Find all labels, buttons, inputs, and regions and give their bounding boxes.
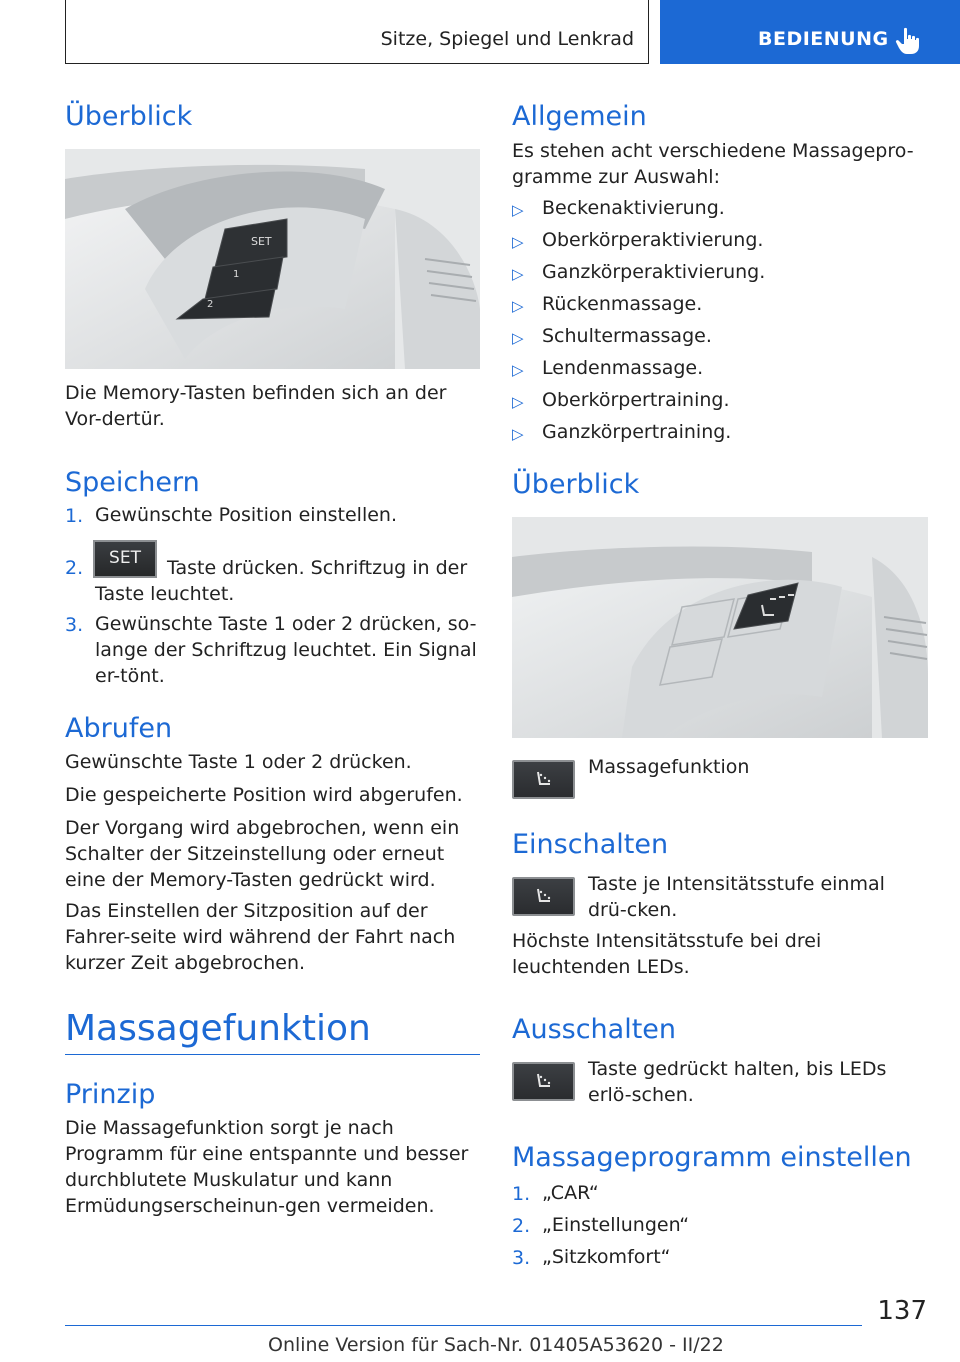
triangle-bullet-icon: ▷: [512, 425, 524, 443]
switch-off-text: Taste gedrückt halten, bis LEDs erlö-schen.: [588, 1058, 887, 1106]
set-program-step-number: 1.: [512, 1183, 531, 1205]
seat-massage-icon: [512, 1062, 575, 1101]
set-button-chip: SET: [93, 540, 157, 578]
save-heading: Speichern: [65, 467, 200, 498]
recall-heading: Abrufen: [65, 713, 173, 744]
set-program-step-number: 2.: [512, 1215, 531, 1237]
switch-off-heading: Ausschalten: [512, 1014, 677, 1045]
svg-text:SET: SET: [251, 235, 272, 248]
recall-paragraph: Gewünschte Taste 1 oder 2 drücken.: [65, 751, 412, 773]
overview-heading: Überblick: [65, 101, 193, 132]
triangle-bullet-icon: ▷: [512, 233, 524, 251]
svg-text:2: 2: [207, 299, 214, 310]
header-chapter-label: BEDIENUNG: [758, 28, 889, 50]
massage-function-caption: Massagefunktion: [588, 756, 750, 778]
triangle-bullet-icon: ▷: [512, 329, 524, 347]
triangle-bullet-icon: ▷: [512, 361, 524, 379]
program-item: Beckenaktivierung.: [542, 197, 725, 219]
footer-version-text: Online Version für Sach-Nr. 01405A53620 - II/22: [268, 1334, 724, 1356]
seat-panel-illustration: [512, 517, 928, 738]
massage-switch-photo: [512, 517, 928, 738]
title-rule: [65, 1054, 480, 1055]
header-chapter-tab[interactable]: [660, 0, 960, 64]
triangle-bullet-icon: ▷: [512, 297, 524, 315]
principle-text: Die Massagefunktion sorgt je nach Programm für eine entspannte und besser durchblutete Muskulatur und kann Ermüdungserscheinun-gen vermeiden.: [65, 1117, 469, 1217]
general-heading: Allgemein: [512, 101, 647, 132]
save-step-number: 3.: [65, 614, 84, 636]
program-item: Ganzkörpertraining.: [542, 421, 732, 443]
footer-rule: [65, 1325, 862, 1326]
switch-on-heading: Einschalten: [512, 829, 669, 860]
door-panel-illustration: [65, 149, 480, 369]
page-number: 137: [877, 1296, 927, 1326]
switch-on-text: Taste je Intensitätsstufe einmal drü-cken.: [588, 873, 885, 921]
recall-paragraph: Das Einstellen der Sitzposition auf der Fahrer-seite wird während der Fahrt nach kurzer Zeit abgebrochen.: [65, 900, 456, 974]
program-item: Rückenmassage.: [542, 293, 703, 315]
program-item: Oberkörperaktivierung.: [542, 229, 764, 251]
header-section-title: Sitze, Spiegel und Lenkrad: [380, 28, 634, 50]
switch-on-note: Höchste Intensitätsstufe bei drei leuchtenden LEDs.: [512, 930, 822, 978]
set-program-step-number: 3.: [512, 1247, 531, 1269]
recall-paragraph: Die gespeicherte Position wird abgerufen.: [65, 784, 463, 806]
set-program-step-text: „CAR“: [542, 1182, 599, 1204]
save-step-number: 1.: [65, 505, 84, 527]
seat-massage-icon: [512, 760, 575, 799]
triangle-bullet-icon: ▷: [512, 265, 524, 283]
pointing-hand-icon: [895, 27, 921, 55]
memory-buttons-caption: Die Memory-Tasten befinden sich an der Vor-dertür.: [65, 382, 447, 430]
program-item: Lendenmassage.: [542, 357, 704, 379]
recall-paragraph: Der Vorgang wird abgebrochen, wenn ein Schalter der Sitzeinstellung oder erneut eine der Memory-Tasten gedrückt wird.: [65, 817, 460, 891]
triangle-bullet-icon: ▷: [512, 393, 524, 411]
save-step-text: Taste drücken. Schriftzug in der Taste leuchtet.: [95, 557, 468, 605]
principle-heading: Prinzip: [65, 1079, 156, 1110]
set-program-heading: Massageprogramm einstellen: [512, 1142, 912, 1173]
memory-buttons-photo: [65, 149, 480, 369]
save-step-text: Gewünschte Taste 1 oder 2 drücken, so-lange der Schriftzug leuchtet. Ein Signal er-tönt.: [95, 613, 477, 687]
triangle-bullet-icon: ▷: [512, 201, 524, 219]
general-intro: Es stehen acht verschiedene Massagepro-gramme zur Auswahl:: [512, 140, 914, 188]
program-item: Schultermassage.: [542, 325, 712, 347]
seat-massage-icon: [512, 877, 575, 916]
set-program-step-text: „Einstellungen“: [542, 1214, 690, 1236]
header-section-box: [65, 0, 649, 64]
svg-text:1: 1: [233, 269, 240, 280]
set-program-step-text: „Sitzkomfort“: [542, 1246, 671, 1268]
overview-heading-right: Überblick: [512, 469, 640, 500]
massage-function-title: Massagefunktion: [65, 1008, 371, 1049]
save-step-text: Gewünschte Position einstellen.: [95, 504, 397, 526]
save-step-number: 2.: [65, 557, 84, 579]
program-item: Ganzkörperaktivierung.: [542, 261, 766, 283]
program-item: Oberkörpertraining.: [542, 389, 730, 411]
